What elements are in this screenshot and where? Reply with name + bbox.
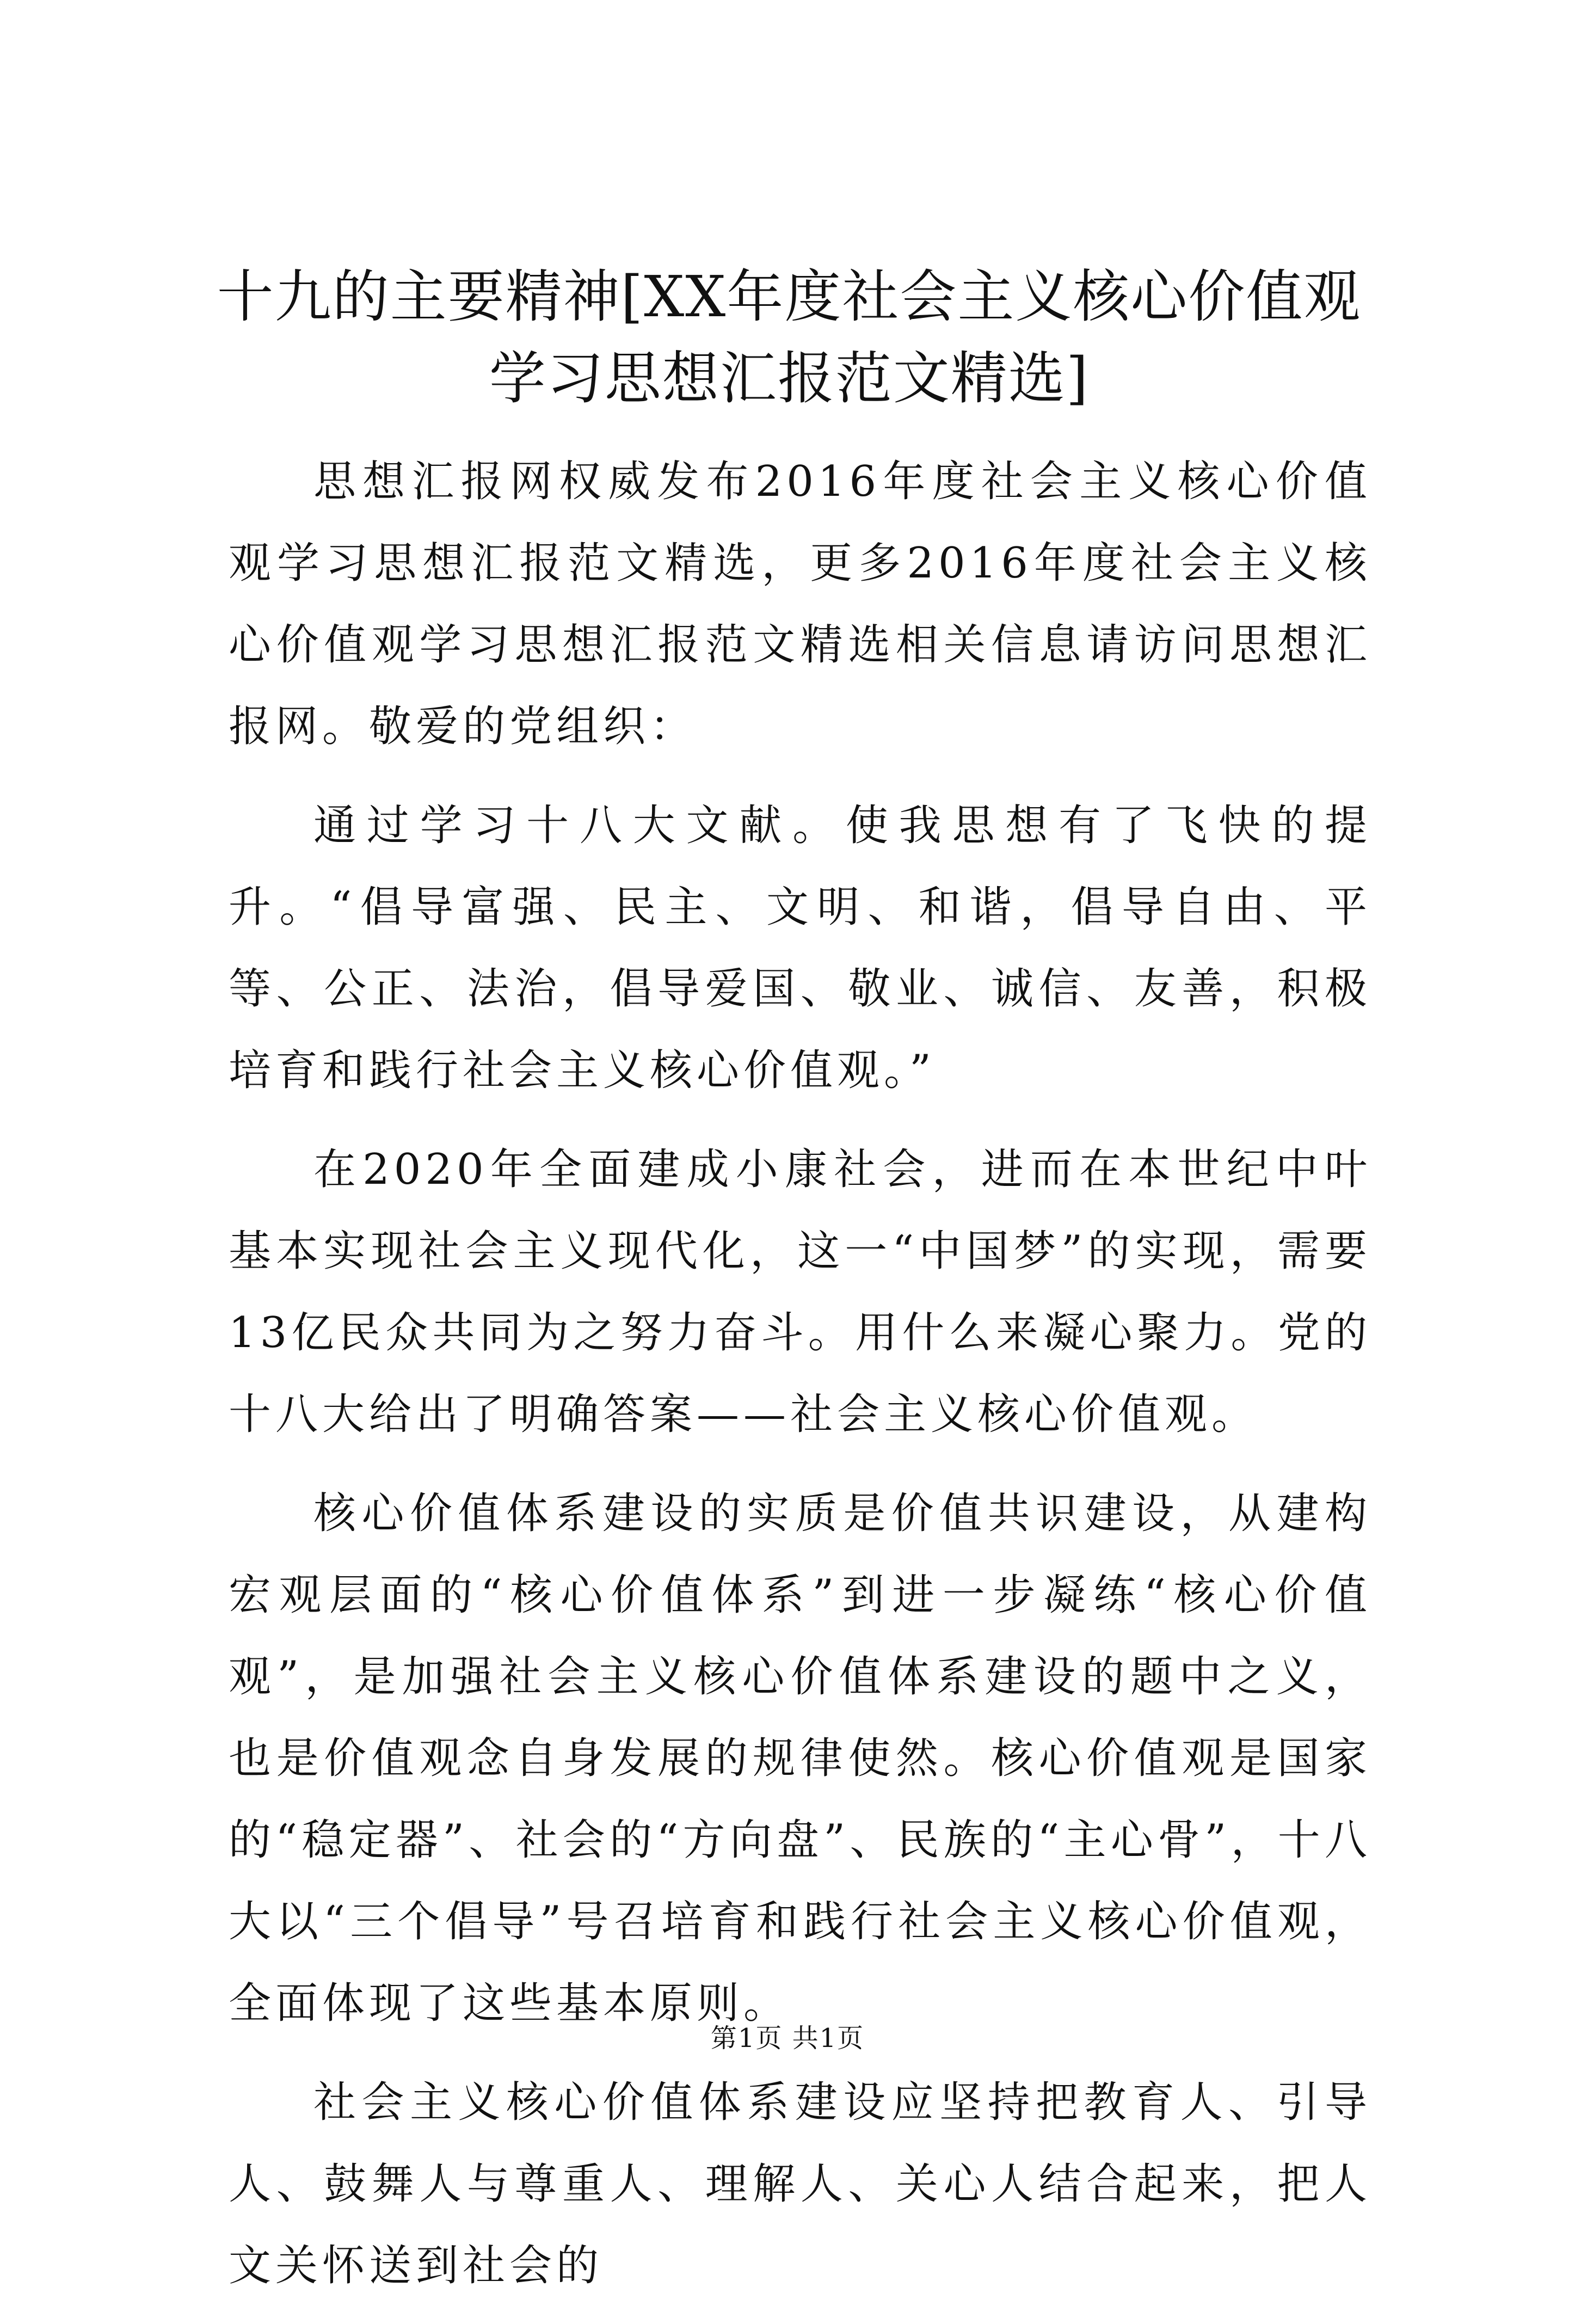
paragraph-system-building: 社会主义核心价值体系建设应坚持把教育人、引导人、鼓舞人与尊重人、理解人、关心人结合起来，把人文关怀送到社会的	[229, 2078, 1371, 2290]
page-footer: 第1页 共1页	[710, 2023, 865, 2054]
paragraph-study: 通过学习十八大文献。使我思想有了飞快的提升。“倡导富强、民主、文明、和谐，倡导自由、平等、公正、法治，倡导爱国、敬业、诚信、友善，积极培育和践行社会主义核心价值观。”	[229, 801, 1371, 1095]
paragraph-intro: 思想汇报网权威发布2016年度社会主义核心价值观学习思想汇报范文精选，更多2016年度社会主义核心价值观学习思想汇报范文精选相关信息请访问思想汇报网。敬爱的党组织：	[229, 457, 1371, 751]
paragraph-china-dream: 在2020年全面建成小康社会，进而在本世纪中叶基本实现社会主义现代化，这一“中国梦”的实现，需要13亿民众共同为之努力奋斗。用什么来凝心聚力。党的十八大给出了明确答案——社会主义核心价值观。	[229, 1145, 1371, 1439]
paragraph-core-values: 核心价值体系建设的实质是价值共识建设，从建构宏观层面的“核心价值体系”到进一步凝练“核心价值观”，是加强社会主义核心价值体系建设的题中之义，也是价值观念自身发展的规律使然。核心价值观是国家的“稳定器”、社会的“方向盘”、民族的“主心骨”，十八大以“三个倡导”号召培育和践行社会主义核心价值观，全面体现了这些基本原则。	[229, 1489, 1371, 2028]
document-title: 十九的主要精神[XX年度社会主义核心价值观学习思想汇报范文精选]	[217, 263, 1362, 411]
